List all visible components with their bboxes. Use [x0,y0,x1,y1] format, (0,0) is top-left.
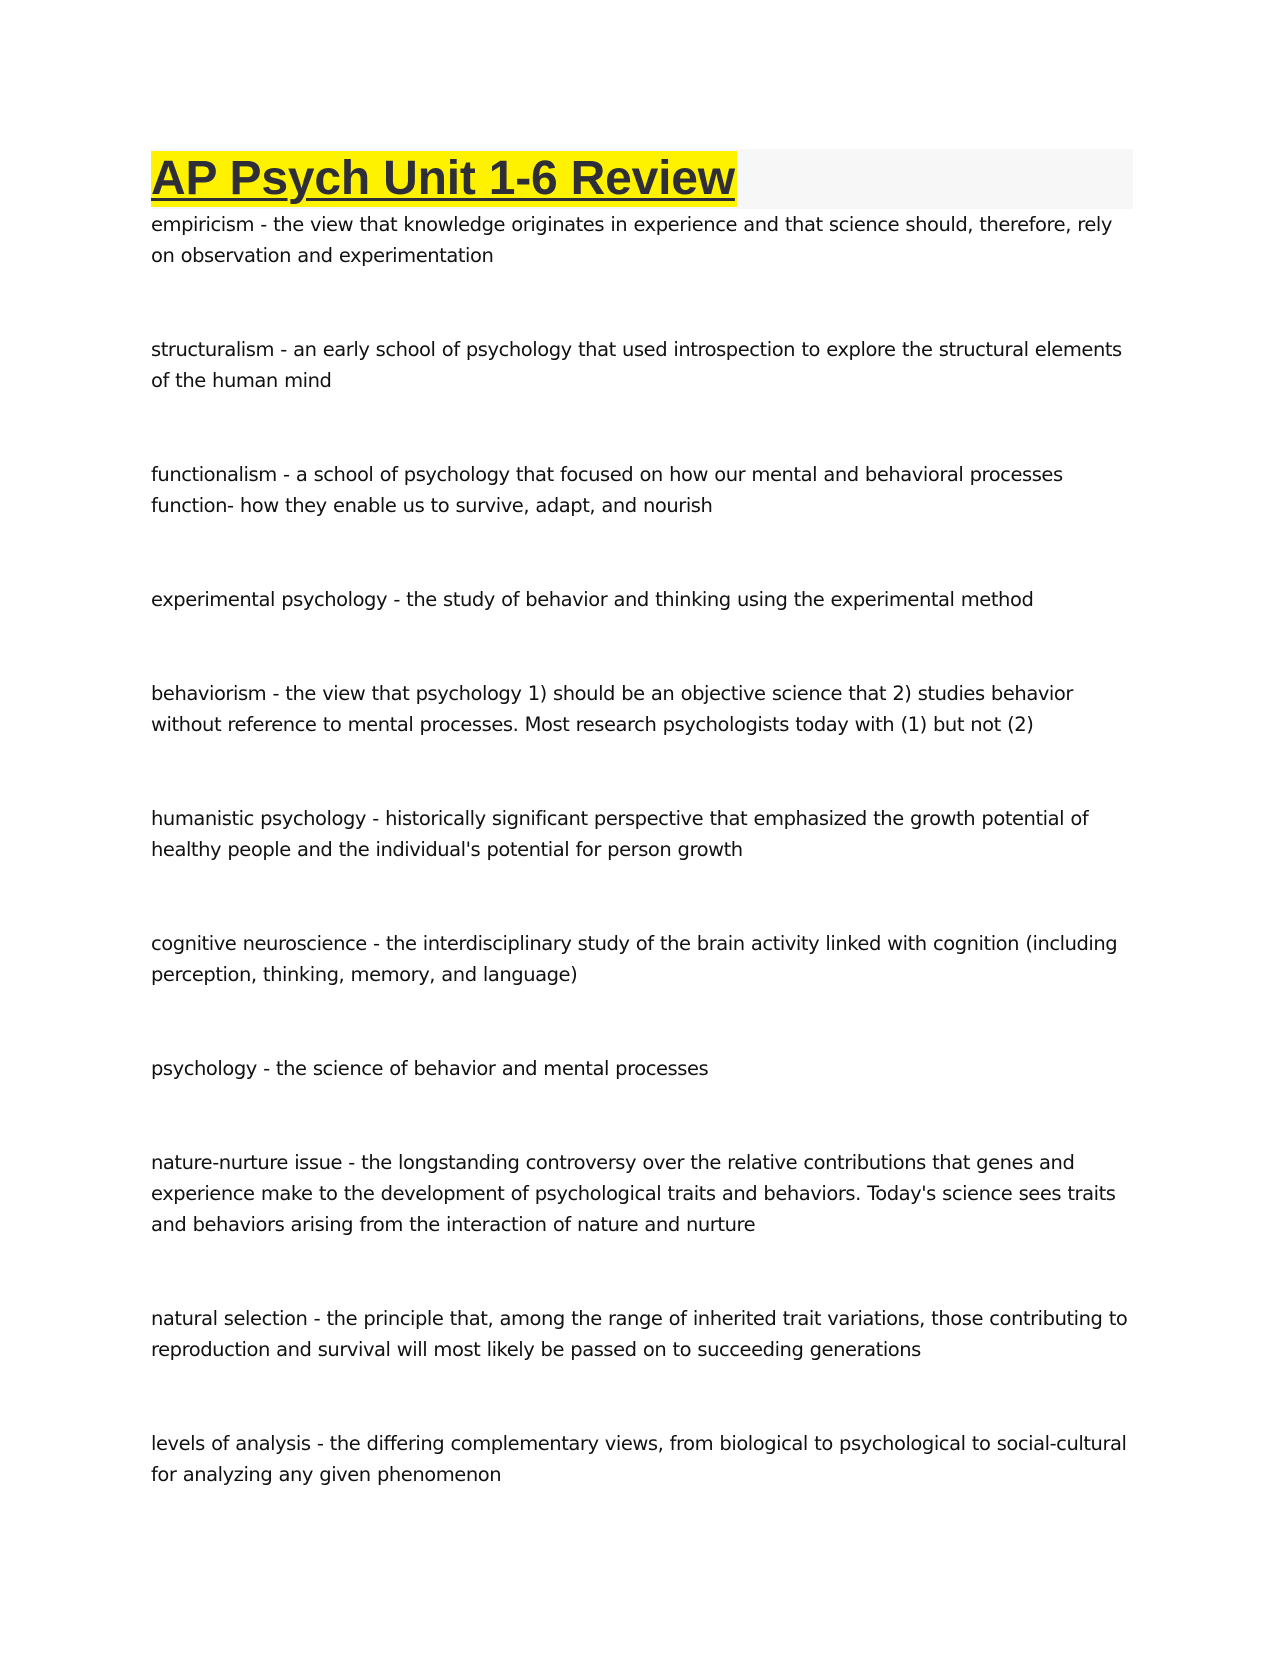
term-structuralism: structuralism - an early school of psychology that used introspection to explore the structural elements of the human mind [151,338,1122,392]
page-title: AP Psych Unit 1-6 Review [151,152,735,205]
term-levels-of-analysis: levels of analysis - the differing complementary views, from biological to psychological to social-cultural for analyzing any given phenomenon [151,1432,1127,1486]
term-natural-selection: natural selection - the principle that, among the range of inherited trait variations, those contributing to reproduction and survival will most likely be passed on to succeeding generations [151,1307,1128,1361]
term-empiricism: empiricism - the view that knowledge originates in experience and that science should, therefore, rely on observation and experimentation [151,213,1112,267]
term-functionalism: functionalism - a school of psychology that focused on how our mental and behavioral processes function- how they enable us to survive, adapt, and nourish [151,463,1063,517]
term-psychology: psychology - the science of behavior and mental processes [151,1057,709,1080]
term-list [151,209,1136,1553]
term-experimental-psychology: experimental psychology - the study of behavior and thinking using the experimental method [151,588,1034,611]
term-nature-nurture-issue: nature-nurture issue - the longstanding controversy over the relative contributions that genes and experience make to the development of psychological traits and behaviors. Today's science sees traits and behaviors arising from the interaction of nature and nurture [151,1151,1116,1236]
term-humanistic-psychology: humanistic psychology - historically significant perspective that emphasized the growth potential of healthy people and the individual's potential for person growth [151,807,1089,861]
term-cognitive-neuroscience: cognitive neuroscience - the interdisciplinary study of the brain activity linked with cognition (including perception, thinking, memory, and language) [151,932,1118,986]
term-behaviorism: behaviorism - the view that psychology 1) should be an objective science that 2) studies behavior without reference to mental processes. Most research psychologists today with (1) but not (2) [151,682,1073,736]
